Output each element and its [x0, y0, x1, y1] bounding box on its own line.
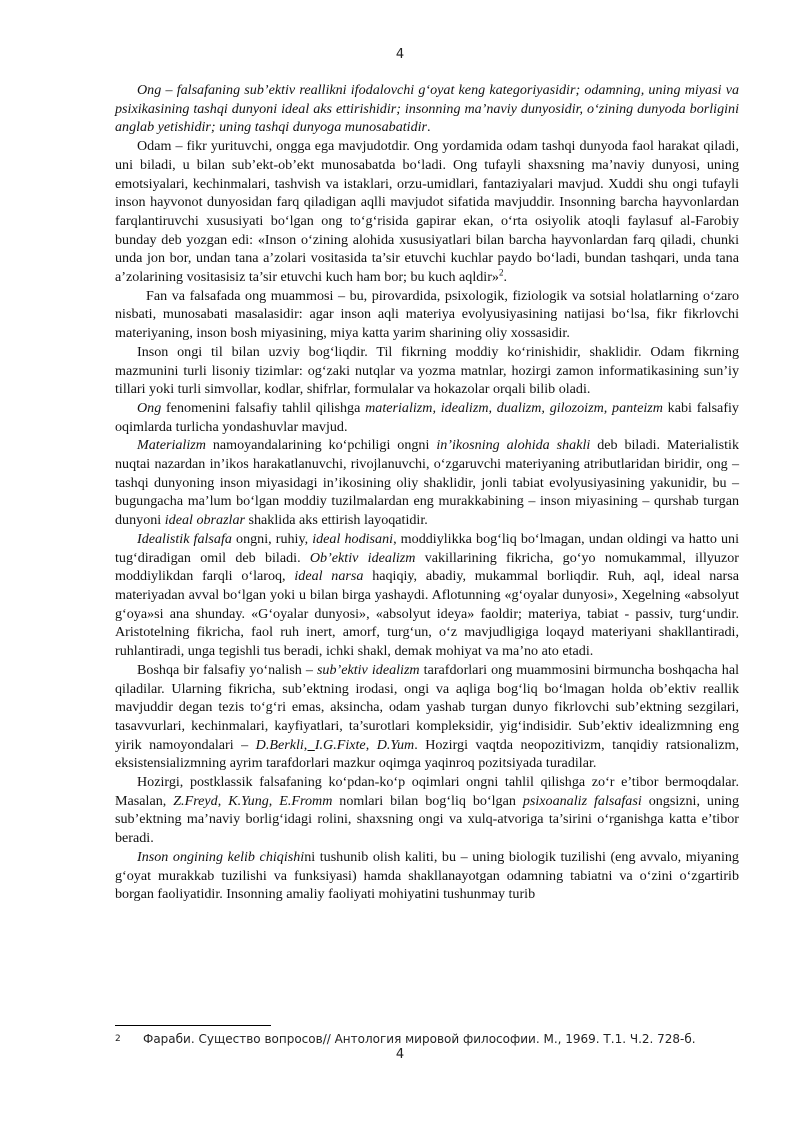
italic-term: ideal narsa	[294, 568, 364, 585]
text-span: deb biladi. Materialistik nuqtai nazardan in’ikos harakatlanuvchi, rivojlanuvchi, o‘zgaruvchi materiyaning atributlaridan biridir, ong – tashqi dunyoning inson miyasidagi in’ikosining oliy shaklidir, jonli tabiat evolyusiyasining yakunidir, bu – bugungacha ma’lum bo‘lgan moddiy tuzilmalardan eng murakkabining – inson miyasining – qurshab turgan dunyoni	[115, 437, 739, 529]
text-span: vakillarining fikricha, go‘yo nomukammal, illyuzor moddiylikdan farqli o‘laroq,	[115, 549, 739, 585]
paragraph-ong-fenomeni	[115, 399, 739, 436]
paragraph-odam	[115, 137, 739, 287]
page-number-bottom: 4	[395, 1047, 405, 1062]
paragraph-subektiv-idealizm	[115, 661, 739, 773]
paragraph-kelib-chiqishi	[115, 848, 739, 904]
footnote-marker: 2	[115, 1034, 121, 1044]
text-span: shaklida aks ettirish layoqatidir.	[245, 512, 428, 529]
text-span: ni tushunib olish kaliti, bu – uning biologik tuzilishi (eng avvalo, miyaning g‘oyat murakkab tuzilishi va funksiyasi) hamda shakllanayotgan odamning tabiatni va o‘zini o‘zgartirib borgan faoliyatidir. Insonning amaliy faoliyati mohiyatini tushunmay turib	[115, 848, 739, 903]
italic-name: Z.Freyd	[173, 792, 218, 809]
paragraph-definition	[115, 81, 739, 137]
text-span: haqiqiy, abadiy, mukammal borliqdir. Ruh, aql, ideal narsa materiyadan avval bo‘lgan yoki u bilan birga yashaydi. Aflotunning «g‘oyalar dunyosi», Xegelning «absolyut g‘oya»si ana shunday. «G‘oyalar dunyosi», «absolyut ideya» faoldir; materiya, tabiat - passiv, turg‘undir. Aristotelning fikricha, faol ruh inert, amorf, turg‘un, o‘z mavjudligiga loqayd materiyani shakllantiradi, ruhlantiradi, unga tegishli tus beradi, ichki shakl, demak mohiyat va ma’no ato etadi.	[115, 568, 739, 660]
italic-term: psixoanaliz falsafasi	[522, 792, 642, 809]
italic-term: Ong	[137, 399, 162, 416]
italic-name: K.Yung	[228, 792, 269, 809]
text-span: . Hozirgi vaqtda neopozitivizm, tanqidiy ratsionalizm, eksistensializmning ayrim tarafdorlari mazkur oqimga yaqinroq pozitsiyada turadilar.	[115, 736, 740, 772]
definition-text: Ong – falsafaning sub’ektiv reallikni ifodalovchi g‘oyat keng kategoriyasidir; odamning, uning miyasi va psixikasining tashqi dunyoni ideal aks ettirishidir; insonning ma’naviy dunyosidir, o‘zining dunyoda borligini anglab yetishidir; uning tashqi dunyoga munosabatidir	[115, 82, 739, 136]
italic-term: ideal obrazlar	[164, 512, 245, 529]
text-span: Fan va falsafada ong muammosi – bu, pirovardida, psixologik, fiziologik va sotsial holatlarning o‘zaro nisbati, munosabati masalasidir: agar inson aqli materiya evolyusiyasining natijasi bo‘lsa, fikr fikrlovchi materiyaning, inson bosh miyasining, miya katta yarim sharining oliy xossasidir.	[115, 287, 739, 342]
italic-name: D.Berkli	[255, 736, 304, 753]
italic-term: Materializm	[137, 437, 206, 454]
paragraph-materializm	[115, 436, 739, 530]
italic-term: ideal hodisani	[312, 530, 394, 547]
italic-term: Inson ongining kelib chiqishi	[137, 848, 305, 865]
text-span: Boshqa bir falsafiy yo‘nalish –	[137, 661, 317, 678]
page-number-top: 4	[395, 47, 405, 62]
italic-term: materializm, idealizm, dualizm, gilozoizm, panteizm	[365, 399, 663, 416]
italic-name: E.Fromm	[279, 792, 333, 809]
body-text	[115, 81, 739, 904]
footnote-separator	[115, 1025, 271, 1026]
italic-term: in’ikosning alohida shakli	[436, 437, 591, 454]
text-span: .	[503, 269, 507, 286]
paragraph-til	[115, 343, 739, 399]
text-span: Hozirgi, postklassik falsafaning ko‘pdan-ko‘p oqimlari ongni tahlil qilishga zo‘r e’tibor bermoqdalar. Masalan,	[115, 774, 739, 809]
text-span: ,	[268, 792, 280, 809]
italic-name: I.G.Fixte	[314, 736, 366, 753]
text-span: Inson ongi til bilan uzviy bog‘liqdir. Til fikrning moddiy ko‘rinishidir, shaklidir. Odam fikrning mazmunini turli lisoniy tizimlar: og‘zaki nutqlar va yozma matnlar, hozirgi zamon informatikasining sun’iy tillari yoki turli simvollar, kodlar, shifrlar, formulalar va hokazolar orqali bilib oladi.	[115, 343, 739, 398]
paragraph-idealistik	[115, 530, 739, 661]
text-span: tarafdorlari ong muammosini birmuncha boshqacha hal qiladilar. Ularning fikricha, sub’ektning irodasi, ongi va aqliga bog‘liq bo‘lmagan holda ob’ektiv reallik mavjuddir degan tezis to‘g‘ri emas, aksincha, odam yashab turgan dunyo fikrlovchi sub’ektning sezgilari, tasavvurlari, kechinmalari, kayfiyatlari, ta’surotlari kompleksidir, yig‘indisidir. Sub’ektiv idealizmning eng yirik namoyondalari –	[115, 661, 739, 753]
text-span: namoyandalarining ko‘pchiligi ongni	[205, 437, 437, 454]
text-span: Odam – fikr yurituvchi, ongga ega mavjudotdir. Ong yordamida odam tashqi dunyoda faol harakat qiladi, uni biladi, u bilan sub’ekt-ob’ekt munosabatda bo‘ladi. Ong tufayli shaxsning ma’naviy dunyosi, uning emotsiyalari, kechinmalari, tashvish va istaklari, orzu-umidlari, fantaziyalari mavjud. Xuddi shu ongi tufayli inson hayvonot dunyosidan farq qiladigan aqlli mavjudot sifatida mavjuddir. Insonning barcha hayvonlardan farqlantiruvchi xususiyati bo‘lgan ong to‘g‘risida gapirar ekan, o‘rta osiyolik atoqli faylasuf al-Farobiy bunday deb yozgan edi: «Inson o‘zining alohida xususiyatlari bilan barcha hayvonlardan farq qiladi, chunki unda jon bor, undan tana a’zolari vositasida ta’sir etuvchi kuchlar paydo bo‘ladi, bundan tashqari, unda tana a’zolarining vositasisiz ta’sir etuvchi kuch ham bor; bu kuch aqldir»	[115, 138, 739, 286]
italic-name: D.Yum	[376, 736, 415, 753]
text-span: kabi falsafiy oqimlarda turlicha yondashuvlar mavjud.	[115, 399, 739, 435]
italic-term: Ob’ektiv idealizm	[309, 549, 416, 566]
underlined-separator: ,	[303, 736, 315, 753]
text-span: .	[427, 119, 431, 136]
footnote-text: Фараби. Существо вопросов// Антология мировой философии. М., 1969. Т.1. Ч.2. 728-б.	[143, 1032, 696, 1046]
text-span: fenomenini falsafiy tahlil qilishga	[161, 399, 366, 416]
footnote-reference[interactable]: 2	[498, 267, 504, 278]
text-span: ,	[365, 736, 377, 753]
paragraph-postklassik	[115, 773, 739, 848]
text-span: ongni, ruhiy,	[231, 530, 313, 547]
text-span: nomlari bilan bog‘liq bo‘lgan	[332, 792, 523, 809]
footnote	[115, 1031, 739, 1047]
text-span: ,	[217, 792, 229, 809]
paragraph-fan-falsafa	[115, 287, 739, 343]
text-span: , moddiylikka bog‘liq bo‘lmagan, undan oldingi va hatto uni tug‘diradigan omil deb biladi.	[115, 530, 740, 566]
italic-term: sub’ektiv idealizm	[316, 661, 420, 678]
text-span: ongsizni, uning sub’ektning ma’naviy borlig‘idagi rolini, shaxsning ongi va xulq-atvoriga ta’sirini o‘rganishga katta e’tibor beradi.	[115, 792, 740, 847]
italic-term: Idealistik falsafa	[137, 530, 232, 547]
